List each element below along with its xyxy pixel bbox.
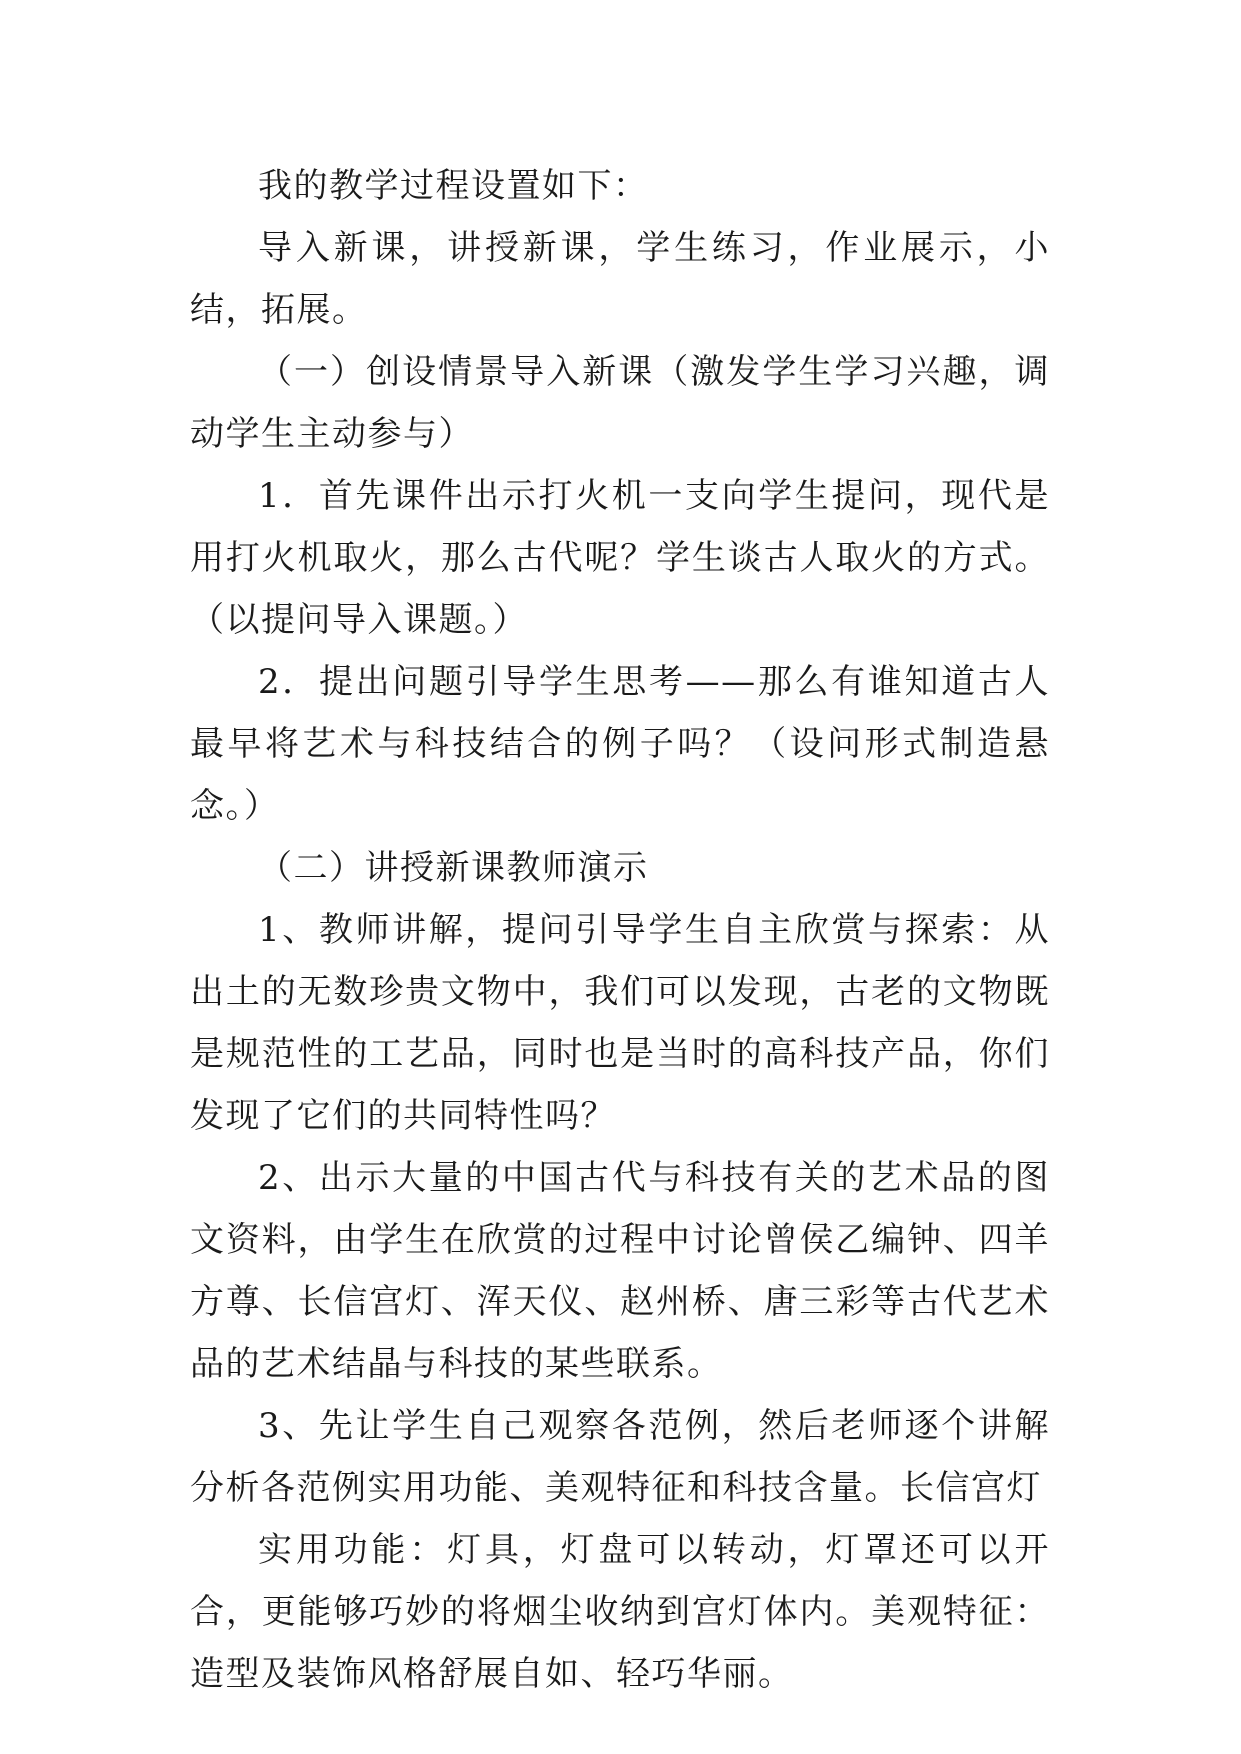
paragraph-item-1: 1．首先课件出示打火机一支向学生提问，现代是用打火机取火，那么古代呢？学生谈古人取火的方式。（以提问导入课题。）: [190, 476, 1050, 640]
paragraph-intro: 我的教学过程设置如下：: [258, 166, 649, 206]
paragraph-process-steps: 导入新课，讲授新课，学生练习，作业展示，小结，拓展。: [190, 228, 1050, 330]
paragraph-teacher-explain: 1、教师讲解，提问引导学生自主欣赏与探索：从出土的无数珍贵文物中，我们可以发现，古老的文物既是规范性的工艺品，同时也是当时的高科技产品，你们发现了它们的共同特性吗？: [190, 910, 1050, 1136]
paragraph-section-two-heading: （二）讲授新课教师演示: [258, 848, 649, 888]
paragraph-practical-function: 实用功能：灯具，灯盘可以转动，灯罩还可以开合，更能够巧妙的将烟尘收纳到宫灯体内。美观特征：造型及装饰风格舒展自如、轻巧华丽。: [190, 1530, 1050, 1694]
paragraph-show-artworks: 2、出示大量的中国古代与科技有关的艺术品的图文资料，由学生在欣赏的过程中讨论曾侯乙编钟、四羊方尊、长信宫灯、浑天仪、赵州桥、唐三彩等古代艺术品的艺术结晶与科技的某些联系。: [190, 1158, 1050, 1384]
paragraph-section-one-heading: （一）创设情景导入新课（激发学生学习兴趣，调动学生主动参与）: [190, 352, 1050, 454]
paragraph-observe-examples: 3、先让学生自己观察各范例，然后老师逐个讲解分析各范例实用功能、美观特征和科技含量。长信宫灯: [190, 1406, 1050, 1508]
document-body: [190, 155, 1050, 1705]
paragraph-item-2: 2．提出问题引导学生思考——那么有谁知道古人最早将艺术与科技结合的例子吗？（设问形式制造悬念。）: [190, 662, 1050, 826]
